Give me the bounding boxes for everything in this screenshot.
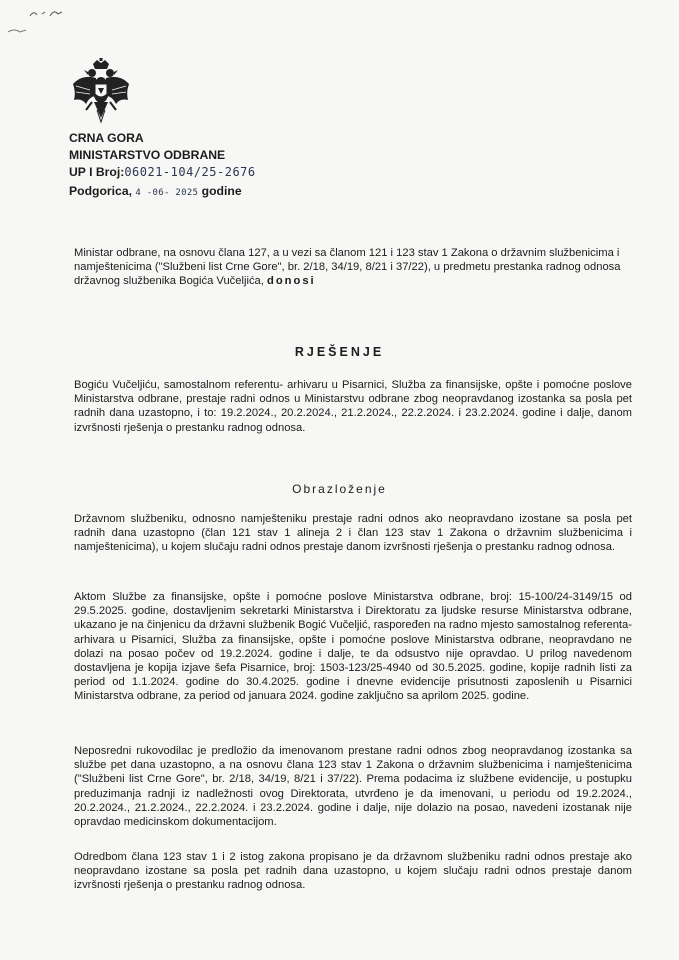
- reasoning-text: Državnom službeniku, odnosno namješteniku prestaje radni odnos ako neopravdano izostane sa posla pet radnih dana uzastopno (član 121 stav 1 alineja 2 i član 123 stav 1 Zakona o državnim službenicima i namještenicima), u kojem slučaju radni odnos prestaje danom izvršnosti rješenja o prestanku radnog odnosa.: [74, 513, 632, 554]
- intro-verb: donosi: [267, 275, 316, 288]
- reference-line: [69, 164, 256, 180]
- country-name: CRNA GORA: [69, 131, 144, 145]
- reasoning-text: Odredbom člana 123 stav 1 i 2 istog zakona propisano je da državnom službeniku radni odnos prestaje ako neopravdano izostane sa posla pet radnih dana uzastopno, u kojem slučaju radni odnos prestaje danom izvršnosti rješenja o prestanku radnog odnosa.: [74, 851, 632, 892]
- reasoning-text: Neposredni rukovodilac je predložio da imenovanom prestane radni odnos zbog neopravdanog izostanka sa službe pet dana uzastopno, a na osnovu člana 123 stav 1 Zakona o državnim službenicima i namještenicima ("Službeni list Crne Gore", br. 2/18, 34/19, 8/21 i 37/22). Prema podacima iz službene evidencije, u postupku preduzimanja radnji iz nadležnosti ovog Direktorata, utvrđeno je da imenovani, u periodu od 19.2.2024., 20.2.2024., 21.2.2024., 22.2.2024. i 23.2.2024. godine i dalje, nije dolazio na posao, navedeni izostanak nije opravdao medicinskom dokumentacijom.: [74, 745, 632, 829]
- coat-of-arms-icon: [70, 58, 132, 124]
- place-date-line: [69, 183, 242, 201]
- reasoning-paragraph: [74, 590, 632, 704]
- reasoning-paragraph: [74, 512, 632, 555]
- reference-number: 06021-104/25-2676: [124, 165, 256, 179]
- reasoning-text: Aktom Službe za finansijske, opšte i pomoćne poslove Ministarstva odbrane, broj: 15-100/24-3149/15 od 29.5.2025. godine, dostavljenim sekretarki Ministarstva i Direktoratu za ljudske resurse Ministarstva odbrane, ukazano je na činjenicu da državni službenik Bogić Vučeljić, raspoređen na radno mjesto samostalnog referenta- arhivara u Pisarnici, Služba za finansijske, opšte i pomoćne poslove Ministarstva odbrane, neopravdano ne dolazi na posao počev od 19.2.2024. godine i dalje, te da odsustvo nije opravdao. U prilog navedenom dostavljena je kopija izjave šefa Pisarnice, broj: 1503-123/25-4940 od 30.5.2025. godine, kopije radnih listi za period od 1.1.2024. godine do 30.4.2025. godine i dnevne evidencije prisutnosti zaposlenih u Pisarnici Ministarstva odbrane, za period od januara 2024. godine zaključno sa aprilom 2025. godine.: [74, 591, 632, 703]
- intro-text: Ministar odbrane, na osnovu člana 127, a u vezi sa članom 121 i 123 stav 1 Zakona o državnim službenicima i namještenicima ("Službeni list Crne Gore", br. 2/18, 34/19, 8/21 i 37/22), u predmetu prestanka radnog odnosa državnog službenika Bogića Vučeljića,: [74, 247, 621, 288]
- place: Podgorica,: [69, 184, 132, 198]
- reasoning-paragraph: [74, 850, 632, 893]
- reference-label: UP I Broj:: [69, 165, 125, 179]
- ministry-name: MINISTARSTVO ODBRANE: [69, 148, 226, 162]
- decision-title: RJEŠENJE: [294, 345, 385, 359]
- reasoning-paragraph: [74, 744, 632, 829]
- pen-mark: [28, 6, 68, 22]
- decision-paragraph: [74, 378, 632, 435]
- date-suffix: godine: [201, 184, 242, 198]
- pen-mark: [6, 26, 28, 36]
- date-stamp: 4 -06- 2025: [135, 188, 199, 198]
- intro-paragraph: [74, 246, 632, 289]
- decision-text: Bogiću Vučeljiću, samostalnom referentu- arhivaru u Pisarnici, Služba za finansijske, opšte i pomoćne poslove Ministarstva odbrane, prestaje radni odnos u Ministarstvu odbrane zbog neopravdanog izostanka sa posla pet radnih dana uzastopno, i to: 19.2.2024., 20.2.2024., 21.2.2024., 22.2.2024. i 23.2.2024. godine i dalje, danom izvršnosti rješenja o prestanku radnog odnosa.: [74, 379, 632, 434]
- reasoning-title: Obrazloženje: [292, 482, 387, 496]
